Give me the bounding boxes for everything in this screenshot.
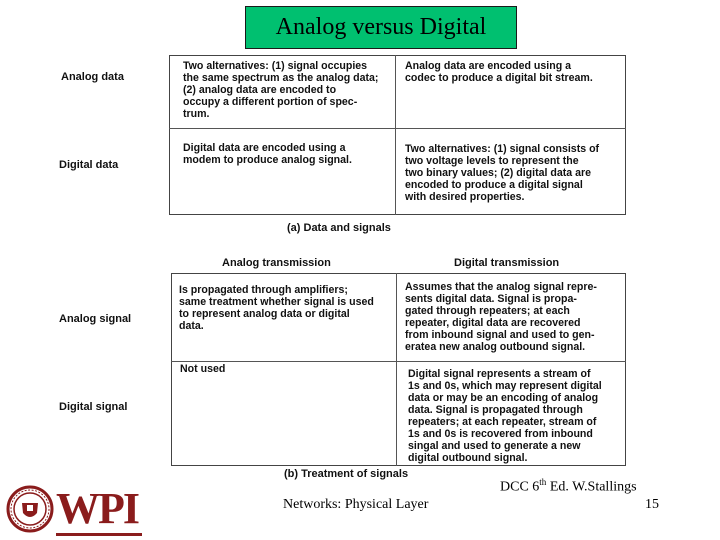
cell-analog-data-digital-signal: Analog data are encoded using a codec to produce a digital bit stream.	[405, 60, 593, 84]
footer-subject: Networks: Physical Layer	[283, 497, 429, 512]
cell-analog-data-analog-signal: Two alternatives: (1) signal occupies the same spectrum as the analog data; (2) analog data are encoded to occupy a different portion of spec- trum.	[183, 60, 379, 120]
cell-digital-signal-analog-transmission: Not used	[180, 363, 226, 375]
cell-analog-signal-analog-transmission: Is propagated through amplifiers; same treatment whether signal is used to represent analog data or digital data.	[179, 284, 374, 332]
caption-data-and-signals: (a) Data and signals	[287, 222, 391, 234]
course-sup: th	[539, 477, 547, 487]
cell-digital-data-analog-signal: Digital data are encoded using a modem to produce analog signal.	[183, 142, 352, 166]
page-number: 15	[645, 497, 659, 512]
row-label-analog-data: Analog data	[61, 71, 124, 83]
cell-analog-signal-digital-transmission: Assumes that the analog signal repre- sents digital data. Signal is propa- gated through repeaters; at each repeater, digital data are recovered from inbound signal and used to gen- eratea new analog outbound signal.	[405, 281, 597, 353]
row-label-analog-signal: Analog signal	[59, 313, 132, 325]
table-b-row-divider	[171, 361, 626, 362]
cell-digital-data-digital-signal: Two alternatives: (1) signal consists of two voltage levels to represent the two binary values; (2) digital data are encoded to produce a digital signal with desired properties.	[405, 143, 600, 203]
table-a-row-divider	[169, 128, 626, 129]
slide-title: Analog versus Digital	[245, 6, 517, 49]
wpi-logo-underline	[56, 533, 142, 536]
table-b-divider	[396, 273, 397, 466]
course-prefix: DCC 6	[500, 479, 540, 495]
footer-course	[500, 477, 637, 496]
row-label-digital-data: Digital data	[59, 159, 119, 171]
cell-digital-signal-digital-transmission: Digital signal represents a stream of 1s and 0s, which may represent digital data or may be an encoding of analog data. Signal is propagated through repeaters; at each repeater, stream of 1s and 0s is recovered from inbound singal and used to generate a new digital outbound signal.	[408, 368, 602, 464]
wpi-logo: WPI	[56, 484, 138, 533]
table-a-divider	[395, 55, 396, 215]
caption-treatment-of-signals: (b) Treatment of signals	[284, 468, 409, 480]
wpi-seal-icon	[6, 483, 54, 540]
col-header-digital-transmission: Digital transmission	[454, 257, 560, 269]
row-label-digital-signal: Digital signal	[59, 401, 128, 413]
col-header-analog-transmission: Analog transmission	[222, 257, 331, 269]
course-suffix: Ed. W.Stallings	[546, 479, 637, 495]
